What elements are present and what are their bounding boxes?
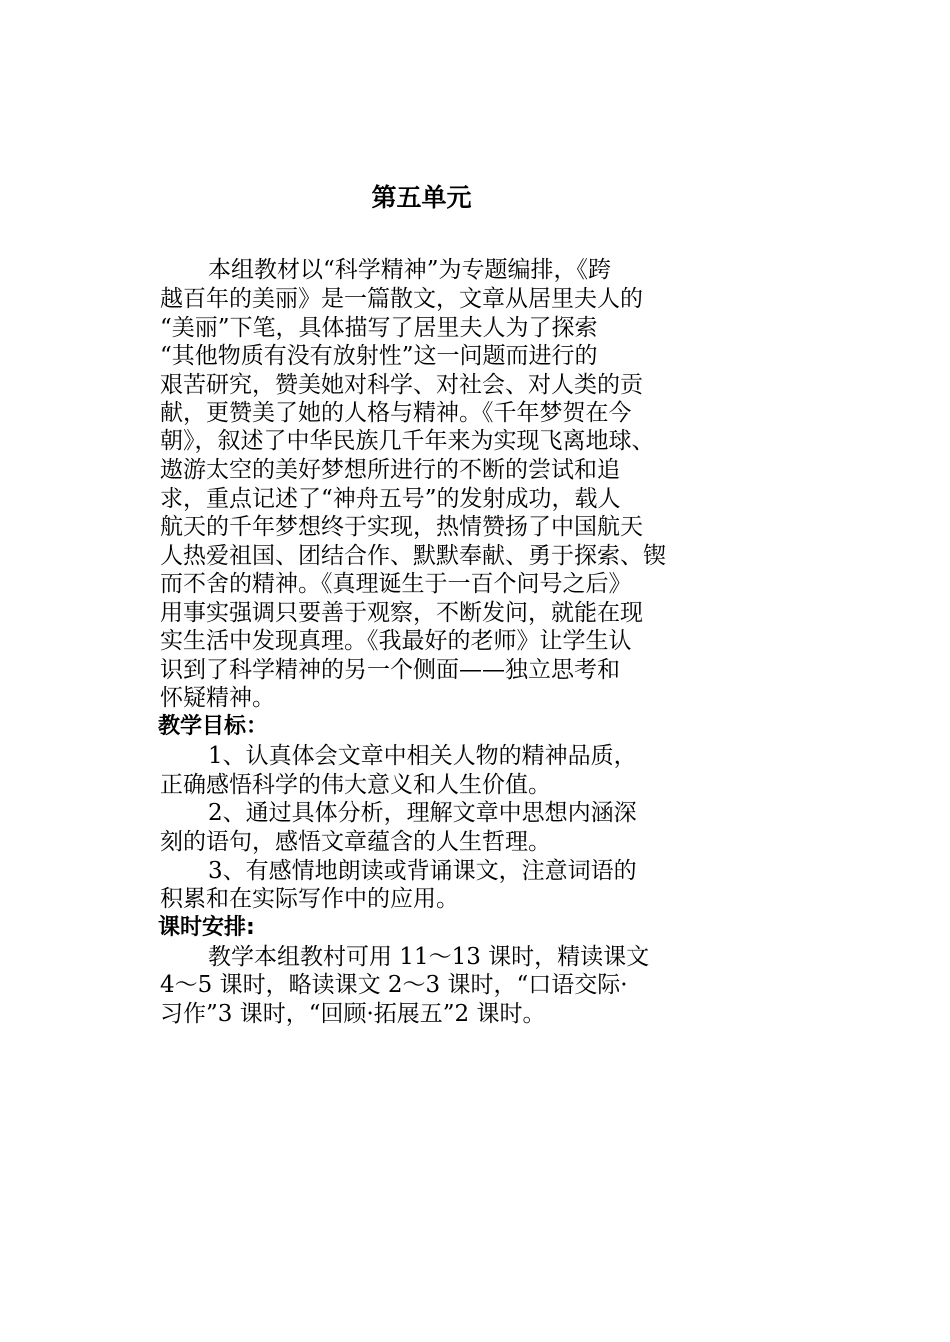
intro-line: 而不舍的精神。《真理诞生于一百个问号之后》 (160, 571, 632, 597)
schedule-line: 教学本组教村可用 11～13 课时，精读课文 (208, 944, 650, 970)
intro-line: 本组教材以“科学精神”为专题编排，《跨 (208, 257, 612, 283)
goal-line: 2、通过具体分析，理解文章中思想内涵深 (208, 800, 637, 826)
intro-line: 献，更赞美了她的人格与精神。《千年梦贺在今 (160, 400, 632, 426)
goal-line: 积累和在实际写作中的应用。 (160, 886, 459, 912)
page-title: 第五单元 (371, 183, 472, 212)
intro-line: 实生活中发现真理。《我最好的老师》让学生认 (160, 628, 632, 654)
intro-line: 艰苦研究，赞美她对科学、对社会、对人类的贡 (160, 372, 643, 398)
intro-line: “其他物质有没有放射性”这一问题而进行的 (160, 343, 598, 369)
intro-line: “美丽”下笔，具体描写了居里夫人为了探索 (160, 315, 598, 341)
intro-line: 怀疑精神。 (160, 685, 275, 711)
goals-heading: 教学目标： (158, 714, 269, 739)
intro-line: 求，重点记述了“神舟五号”的发射成功，载人 (160, 486, 621, 512)
schedule-heading: 课时安排: (158, 915, 255, 940)
goal-line: 1、认真体会文章中相关人物的精神品质， (208, 743, 637, 769)
intro-line: 航天的千年梦想终于实现，热情赞扬了中国航天 (160, 514, 643, 540)
schedule-line: 4～5 课时，略读课文 2～3 课时，“口语交际· (160, 972, 628, 998)
intro-line: 用事实强调只要善于观察，不断发问，就能在现 (160, 600, 643, 626)
goal-line: 3、有感情地朗读或背诵课文，注意词语的 (208, 858, 637, 884)
intro-line: 识到了科学精神的另一个侧面——独立思考和 (160, 657, 620, 683)
intro-line: 人热爱祖国、团结合作、默默奉献、勇于探索、锲 (160, 543, 666, 569)
goal-line: 刻的语句，感悟文章蕴含的人生哲理。 (160, 829, 551, 855)
goal-line: 正确感悟科学的伟大意义和人生价值。 (160, 772, 551, 798)
intro-line: 朝》，叙述了中华民族几千年来为实现飞离地球、 (160, 428, 655, 454)
schedule-line: 习作”3 课时，“回顾·拓展五”2 课时。 (160, 1001, 546, 1027)
intro-line: 越百年的美丽》是一篇散文，文章从居里夫人的 (160, 286, 643, 312)
intro-line: 遨游太空的美好梦想所进行的不断的尝试和追 (160, 457, 620, 483)
